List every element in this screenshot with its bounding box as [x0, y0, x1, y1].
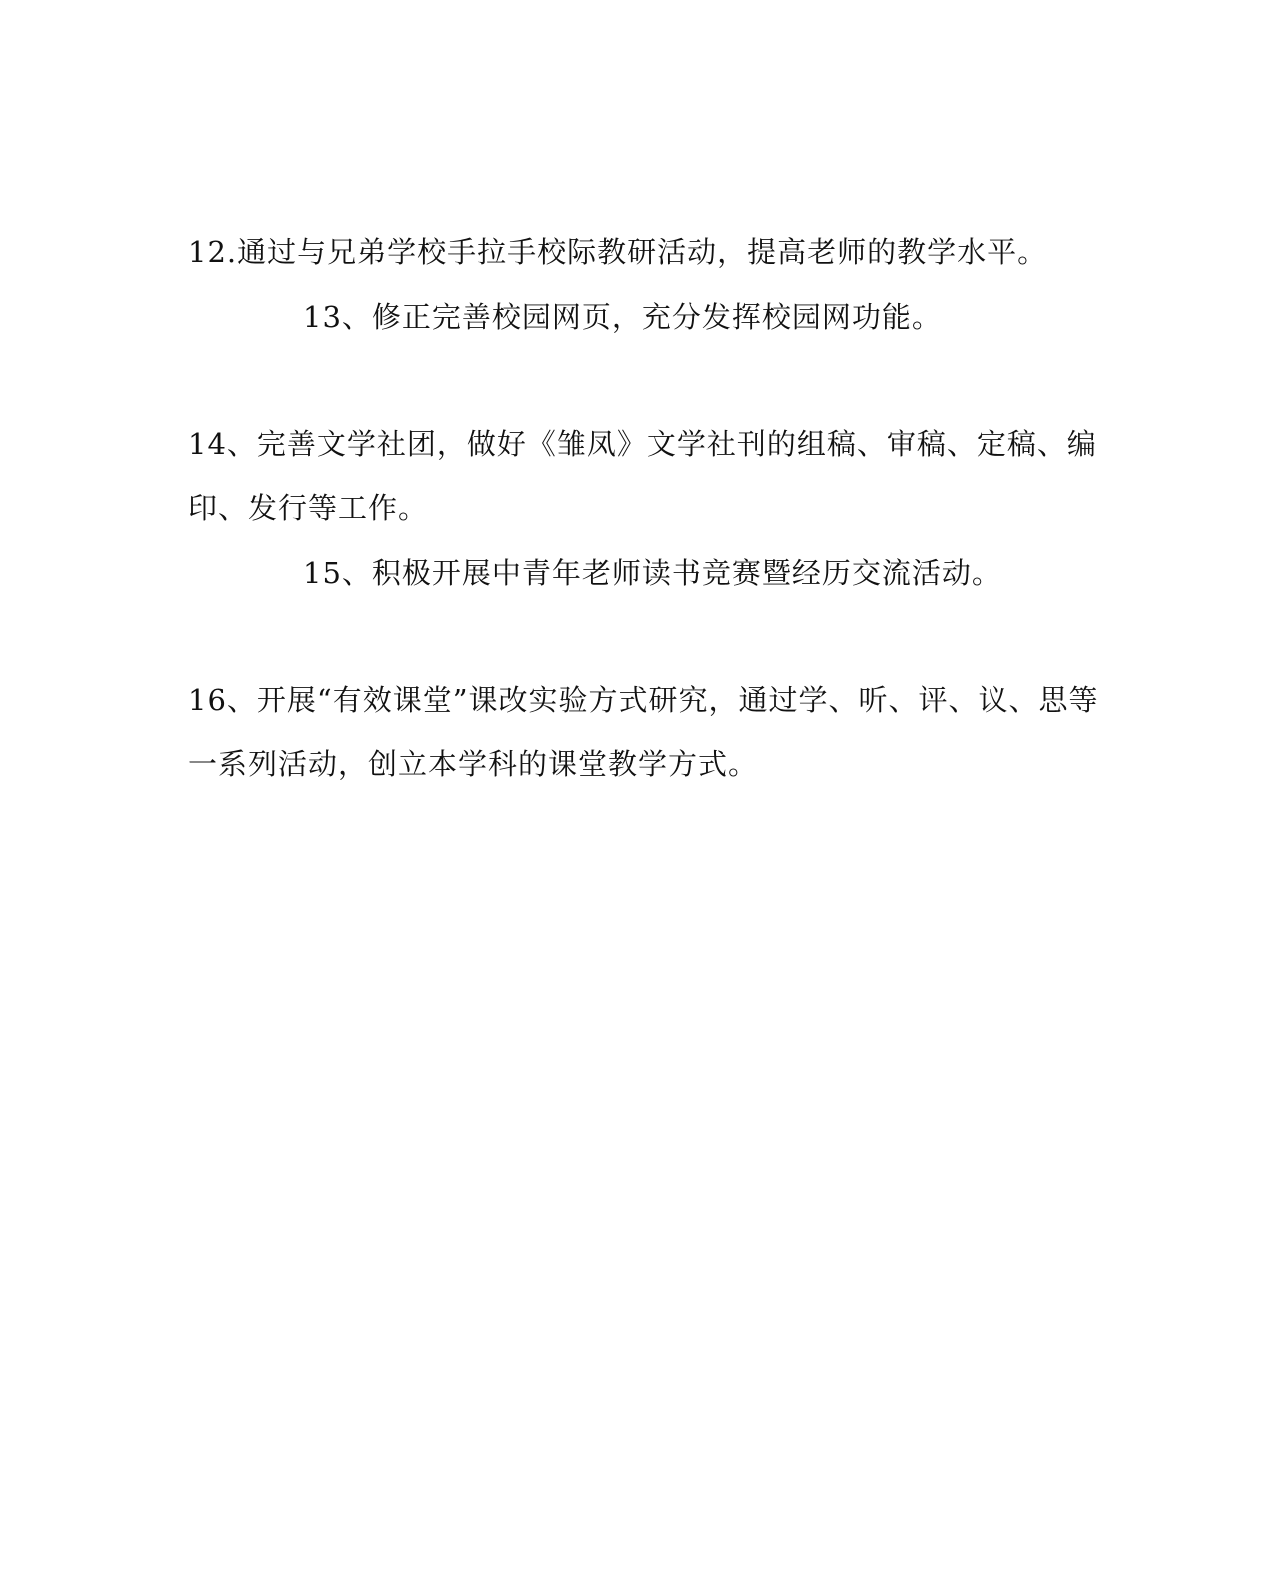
- item-13-line-1: 13、修正完善校园网页，充分发挥校园网功能。: [303, 300, 942, 334]
- item-15-line-1: 15、积极开展中青年老师读书竞赛暨经历交流活动。: [303, 556, 1002, 590]
- item-14-line-1: 14、完善文学社团，做好《雏凤》文学社刊的组稿、审稿、定稿、编: [188, 427, 1097, 461]
- item-12-line-1: 12.通过与兄弟学校手拉手校际教研活动，提高老师的教学水平。: [188, 235, 1048, 269]
- item-14-line-2: 印、发行等工作。: [188, 491, 429, 525]
- item-16-line-1: 16、开展“有效课堂”课改实验方式研究，通过学、听、评、议、思等: [188, 683, 1099, 717]
- item-16-line-2: 一系列活动，创立本学科的课堂教学方式。: [188, 747, 759, 781]
